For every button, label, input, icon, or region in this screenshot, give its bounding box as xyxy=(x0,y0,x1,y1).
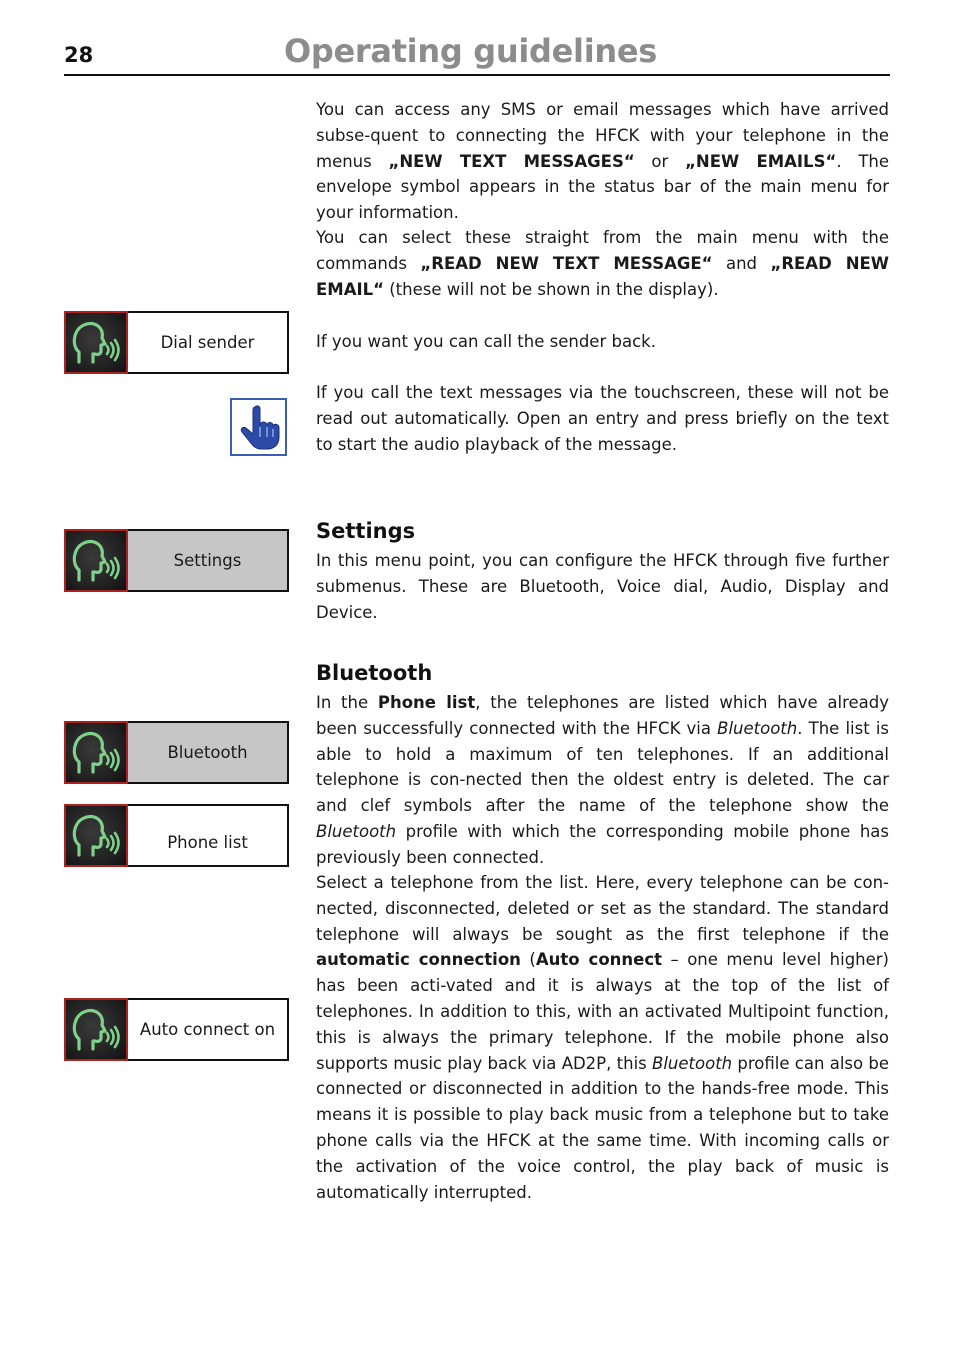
settings-label: Settings xyxy=(128,529,289,592)
voice-command-icon xyxy=(64,529,128,592)
page-title: Operating guidelines xyxy=(284,32,658,70)
paragraph-call-back: If you want you can call the sender back. xyxy=(316,332,656,351)
heading-settings: Settings xyxy=(316,519,416,543)
dial-sender-label: Dial sender xyxy=(128,311,289,374)
paragraph-phone-list: In the Phone list, the telephones are listed which have already been successfully connected with the HFCK via Bluetooth. The list is able to hold a maximum of ten telephones. If an additional telephone is con-nected then the oldest entry is deleted. The car and clef symbols after the name of the telephone show the Bluetooth profile with which the corresponding mobile phone has previously been connected. xyxy=(316,693,889,867)
paragraph-touchscreen: If you call the text messages via the touchscreen, these will not be read out automatically. Open an entry and press briefly on the text to start the audio playback of the message. xyxy=(316,383,889,454)
dial-sender-command xyxy=(64,311,289,374)
voice-command-icon xyxy=(64,804,128,867)
page-number: 28 xyxy=(64,43,94,67)
auto-connect-label: Auto connect on xyxy=(128,998,289,1061)
paragraph-select-telephone: Select a telephone from the list. Here, every telephone can be con-nected, disconnected, deleted or set as the standard. The standard telephone will always be sought as the first telephone if the automatic connection (Auto connect – one menu level higher) has been acti-vated and it is always at the top of the list of telephones. In addition to this, with an activated Multipoint function, this is always the primary telephone. If the mobile phone also supports music play back via AD2P, this Bluetooth profile can also be connected or disconnected in addition to the hands-free mode. This means it is possible to play back music from a telephone but to take phone calls via the HFCK at the same time. With incoming calls or the activation of the voice control, the play back of music is automatically interrupted. xyxy=(316,873,889,1202)
bluetooth-command xyxy=(64,721,289,784)
bluetooth-label: Bluetooth xyxy=(128,721,289,784)
auto-connect-command xyxy=(64,998,289,1061)
voice-command-icon xyxy=(64,721,128,784)
voice-command-icon xyxy=(64,998,128,1061)
paragraph-commands: You can select these straight from the main menu with the commands „READ NEW TEXT MESSAGE“ and „READ NEW EMAIL“ (these will not be shown in the display). xyxy=(316,228,890,299)
phone-list-command xyxy=(64,804,289,867)
touch-hand-icon xyxy=(230,398,287,456)
settings-command xyxy=(64,529,289,592)
phone-list-label: Phone list xyxy=(128,804,289,867)
page-header xyxy=(64,32,890,76)
paragraph-settings: In this menu point, you can configure the HFCK through five further submenus. These are Bluetooth, Voice dial, Audio, Display and Device. xyxy=(316,551,889,622)
voice-command-icon xyxy=(64,311,128,374)
paragraph-messages: You can access any SMS or email messages which have arrived subse-quent to connecting the HFCK with your telephone in the menus „NEW TEXT MESSAGES“ or „NEW EMAILS“. The envelope symbol appears in the status bar of the main menu for your information. xyxy=(316,100,890,223)
heading-bluetooth: Bluetooth xyxy=(316,661,433,685)
